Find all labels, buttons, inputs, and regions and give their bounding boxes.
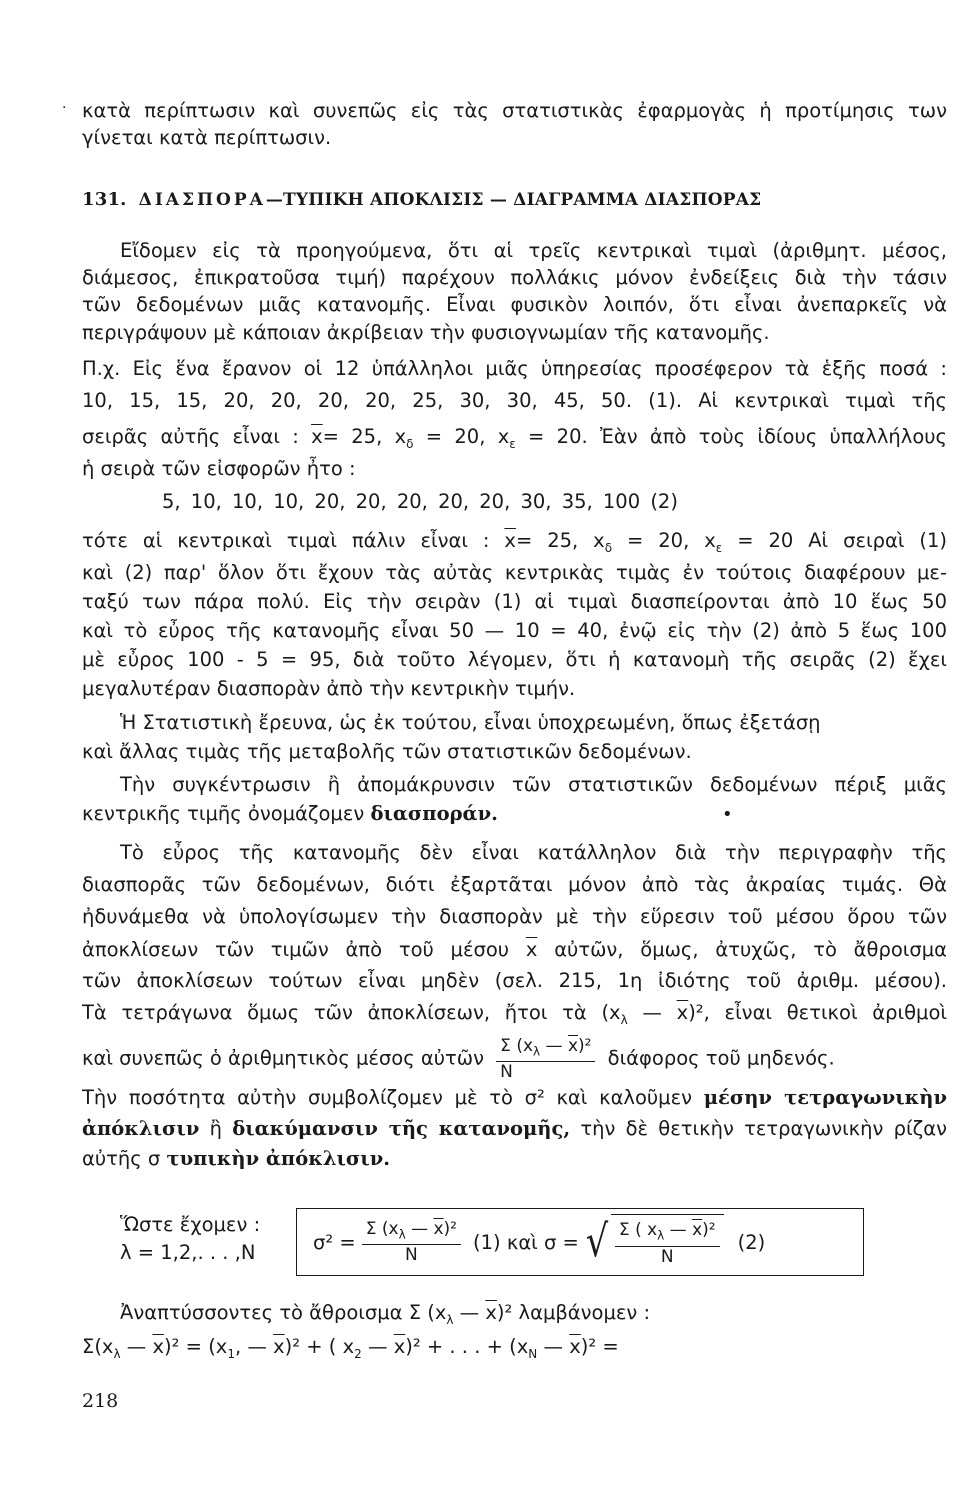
p6-line-1: Ἀναπτύσσοντες τὸ ἄθροισμα Σ ($x_\lambda$ — $\overline{x})^2$ λαμβάνομεν : bbox=[120, 1301, 651, 1327]
p5-line-2 bbox=[82, 1116, 947, 1142]
text-segment: = 20, x bbox=[425, 425, 510, 448]
sqrt-fraction bbox=[615, 1220, 720, 1266]
p1-line-15: μεγαλυτέραν διασπορὰν ἀπὸ τὴν κεντρικὴν τιμήν. bbox=[82, 677, 576, 700]
sigma-squared: σ² = bbox=[313, 1230, 356, 1254]
text-segment: Ἀναπτύσσοντες τὸ ἄθροισμα Σ (x bbox=[120, 1301, 447, 1324]
p1-line-2: διάμεσος, ἐπικρατοῦσα τιμή) παρέχουν πολλάκις μόνον ἐνδείξεις διὰ τὴν τάσιν bbox=[82, 266, 947, 289]
section-number: 131. bbox=[82, 189, 127, 210]
p4-line-2: διασπορᾶς τῶν δεδομένων, διότι ἐξαρτᾶται μόνον ἀπὸ τὰς ἀκραίας τιμάς. Θὰ bbox=[82, 873, 947, 896]
text-segment: αὐτῶν, ὅμως, ἀτυχῶς, τὸ ἄθροισμα bbox=[554, 938, 947, 961]
p4-line-7 bbox=[82, 1036, 947, 1082]
p1-line-10: τότε αἱ κεντρικαὶ τιμαὶ πάλιν εἶναι : $\overline{x}= 25$, $x_\delta = 20$, $x_\varepsilon = 20$ Αἱ σειραὶ (1) bbox=[82, 529, 947, 555]
side-note-1: Ὥστε ἔχομεν : bbox=[120, 1213, 261, 1236]
heading-part-1: ΔΙΑΣΠΟΡΑ bbox=[138, 190, 266, 210]
p1-line-4: περιγράψουν μὲ κάποιαν ἀκρίβειαν τὴν φυσιογνωμίαν τῆς κατανομῆς. bbox=[82, 321, 770, 344]
mean-square-fraction bbox=[496, 1036, 595, 1082]
text-segment: Σ(x bbox=[82, 1335, 114, 1358]
p4-line-1: Τὸ εὖρος τῆς κατανομῆς δὲν εἶναι κατάλληλον διὰ τὴν περιγραφὴν τῆς bbox=[120, 841, 947, 864]
text-segment: διάφορος τοῦ μηδενός. bbox=[607, 1046, 835, 1070]
mean-symbol: $\overline{x}$ bbox=[525, 938, 538, 961]
text-segment: )² λαμβάνομεν : bbox=[496, 1301, 651, 1324]
p1-line-11: καὶ (2) παρ' ὅλον ὅτι ἔχουν τὰς αὐτὰς κεντρικὰς τιμὰς ἐν τούτοις διαφέρουν με- bbox=[82, 561, 947, 584]
p2-line-2: καὶ ἄλλας τιμὰς τῆς μεταβολῆς τῶν στατιστικῶν δεδομένων. bbox=[82, 740, 692, 763]
term-deviation: ἀπόκλισιν bbox=[82, 1117, 200, 1140]
p3-line-2 bbox=[82, 801, 947, 827]
fraction-numerator: Σ ($x_\lambda$ — $\overline{x})^2$ bbox=[362, 1219, 461, 1245]
mean-symbol: $\overline{x}$ bbox=[311, 425, 323, 448]
text-segment: = 20, x bbox=[627, 529, 716, 552]
series-2: 5, 10, 10, 10, 20, 20, 20, 20, 20, 30, 35, 100 (2) bbox=[162, 490, 678, 513]
text-segment: )², εἶναι θετικοὶ ἀριθμοὶ bbox=[688, 1001, 947, 1024]
p4-line-4 bbox=[82, 937, 947, 963]
formula-mid-text: (1) καὶ σ = bbox=[473, 1230, 579, 1254]
mean-symbol: $\overline{x}$ bbox=[676, 1001, 689, 1024]
term-mean-square: μέσην τετραγωνικὴν bbox=[703, 1086, 947, 1109]
page-number: 218 bbox=[82, 1390, 119, 1412]
radical-sign: √ bbox=[585, 1216, 609, 1267]
text-segment: αὐτῆς σ bbox=[82, 1147, 161, 1170]
p3-line-1: Τὴν συγκέντρωσιν ἢ ἀπομάκρυνσιν τῶν στατιστικῶν δεδομένων πέριξ μιᾶς bbox=[120, 773, 947, 796]
variance-formula-box bbox=[296, 1208, 864, 1276]
sqrt-expression bbox=[583, 1214, 724, 1270]
section-heading bbox=[82, 189, 761, 210]
p5-line-3 bbox=[82, 1146, 947, 1172]
p1-line-14: μὲ εὖρος 100 - 5 = 95, διὰ τοῦτο λέγομεν, ὅτι ἡ κατανομὴ τῆς σειρᾶς (2) ἔχει bbox=[82, 648, 947, 671]
p6-line-2: $\Sigma(x_\lambda$ — $\overline{x})^2 = (x_1$, — $\overline{x})^2$ + ( $x_2$ — $\overline{x})^2$ + . . . + ($x_N$ — $\overline{x})^2$ = bbox=[82, 1335, 619, 1361]
p1-line-13: καὶ τὸ εὖρος τῆς κατανομῆς εἶναι 50 — 10 = 40, ἐνῷ εἰς τὴν (2) ἀπὸ 5 ἕως 100 bbox=[82, 619, 947, 642]
formula-row bbox=[313, 1209, 765, 1275]
text-segment: = 20 Αἱ σειραὶ (1) bbox=[737, 529, 947, 552]
text-segment: καὶ συνεπῶς ὁ ἀριθμητικὸς μέσος αὐτῶν bbox=[82, 1046, 484, 1070]
variance-fraction bbox=[362, 1219, 461, 1265]
text-segment: = 20. Ἐὰν ἀπὸ τοὺς ἰδίους ὑπαλλήλους bbox=[528, 425, 947, 448]
p1-line-8: ἡ σειρὰ τῶν εἰσφορῶν ἦτο : bbox=[82, 457, 356, 480]
text-segment: ἀποκλίσεων τῶν τιμῶν ἀπὸ τοῦ μέσου bbox=[82, 938, 510, 961]
equation-number: (2) bbox=[737, 1230, 766, 1254]
text-segment: = 25, x bbox=[515, 529, 605, 552]
term-diaspora: διασποράν. bbox=[370, 802, 498, 825]
p4-line-5: τῶν ἀποκλίσεων τούτων εἶναι μηδὲν (σελ. 215, 1η ἰδιότης τοῦ ἀριθμ. μέσου). bbox=[82, 969, 947, 992]
intro-line-1: κατὰ περίπτωσιν καὶ συνεπῶς εἰς τὰς στατιστικὰς ἐφαρμογὰς ἡ προτίμησις των bbox=[82, 99, 947, 122]
fraction-numerator: Σ ($x_\lambda$ — $\overline{x})^2$ bbox=[496, 1036, 595, 1062]
p4-line-3: ἠδυνάμεθα νὰ ὑπολογίσωμεν τὴν διασπορὰν μὲ τὴν εὕρεσιν τοῦ μέσου ὅρου τῶν bbox=[82, 905, 947, 928]
p5-line-1 bbox=[82, 1085, 947, 1111]
side-note-2: λ = 1,2,. . . ,N bbox=[120, 1241, 256, 1264]
fraction-denominator: N bbox=[660, 1246, 674, 1267]
mean-symbol: $\overline{x}$ bbox=[504, 529, 516, 552]
term-variance: διακύμανσιν τῆς κατανομῆς, bbox=[232, 1117, 571, 1140]
text-segment: Τὴν ποσότητα αὐτὴν συμβολίζομεν μὲ τὸ σ² καὶ καλοῦμεν bbox=[82, 1086, 693, 1109]
intro-line-2: γίνεται κατὰ περίπτωσιν. bbox=[82, 126, 332, 149]
term-standard-deviation: τυπικὴν ἀπόκλισιν. bbox=[166, 1147, 391, 1170]
text-segment: σειρᾶς αὐτῆς εἶναι : bbox=[82, 425, 299, 448]
fraction-denominator: N bbox=[405, 1245, 418, 1266]
text-segment: = 25, x bbox=[322, 425, 407, 448]
fraction-denominator: N bbox=[500, 1062, 513, 1083]
heading-part-2: —ΤΥΠΙΚΗ ΑΠΟΚΛΙΣΙΣ — ΔΙΑΓΡΑΜΜΑ ΔΙΑΣΠΟΡΑΣ bbox=[265, 190, 762, 210]
p1-line-6: 10, 15, 15, 20, 20, 20, 20, 25, 30, 30, 45, 50. (1). Αἱ κεντρικαὶ τιμαὶ τῆς bbox=[82, 389, 947, 412]
text-segment: τότε αἱ κεντρικαὶ τιμαὶ πάλιν εἶναι : bbox=[82, 529, 490, 552]
p4-line-6: Τὰ τετράγωνα ὅμως τῶν ἀποκλίσεων, ἤτοι τὰ ($x_\lambda$ — $\overline{x})^2$, εἶναι θετικοὶ ἀριθμοὶ bbox=[82, 1001, 947, 1027]
p2-line-1: Ἡ Στατιστικὴ ἔρευνα, ὡς ἐκ τούτου, εἶναι ὑποχρεωμένη, ὅπως ἐξετάσῃ bbox=[120, 711, 821, 734]
bullet-mark: • bbox=[722, 804, 733, 825]
text-segment: ἢ bbox=[209, 1117, 222, 1140]
text-segment: τὴν δὲ θετικὴν τετραγωνικὴν ρίζαν bbox=[580, 1117, 947, 1140]
p1-line-1: Εἴδομεν εἰς τὰ προηγούμενα, ὅτι αἱ τρεῖς κεντρικαὶ τιμαὶ (ἀριθμητ. μέσος, bbox=[120, 239, 947, 262]
p1-line-5: Π.χ. Εἰς ἕνα ἔρανον οἱ 12 ὑπάλληλοι μιᾶς ὑπηρεσίας προσέφερον τὰ ἑξῆς ποσά : bbox=[82, 357, 947, 380]
p1-line-7: σειρᾶς αὐτῆς εἶναι : $\overline{x}= 25$, $x_\delta = 20$, $x_\varepsilon = 20$. Ἐὰν ἀπὸ τοὺς ἰδίους ὑπαλλήλους bbox=[82, 425, 947, 451]
fraction-numerator: Σ ( $x_\lambda$ — $\overline{x})^2$ bbox=[615, 1220, 720, 1246]
p1-line-12: ταξύ των πάρα πολύ. Εἰς τὴν σειρὰν (1) αἱ τιμαὶ διασπείρονται ἀπὸ 10 ἕως 50 bbox=[82, 590, 947, 613]
margin-dot: · bbox=[62, 100, 67, 116]
text-segment: Τὰ τετράγωνα ὅμως τῶν ἀποκλίσεων, ἤτοι τὰ (x bbox=[82, 1001, 621, 1024]
p1-line-3: τῶν δεδομένων μιᾶς κατανομῆς. Εἶναι φυσικὸν λοιπόν, ὅτι εἶναι ἀνεπαρκεῖς νὰ bbox=[82, 293, 947, 316]
text-segment: κεντρικῆς τιμῆς ὀνομάζομεν bbox=[82, 802, 365, 825]
